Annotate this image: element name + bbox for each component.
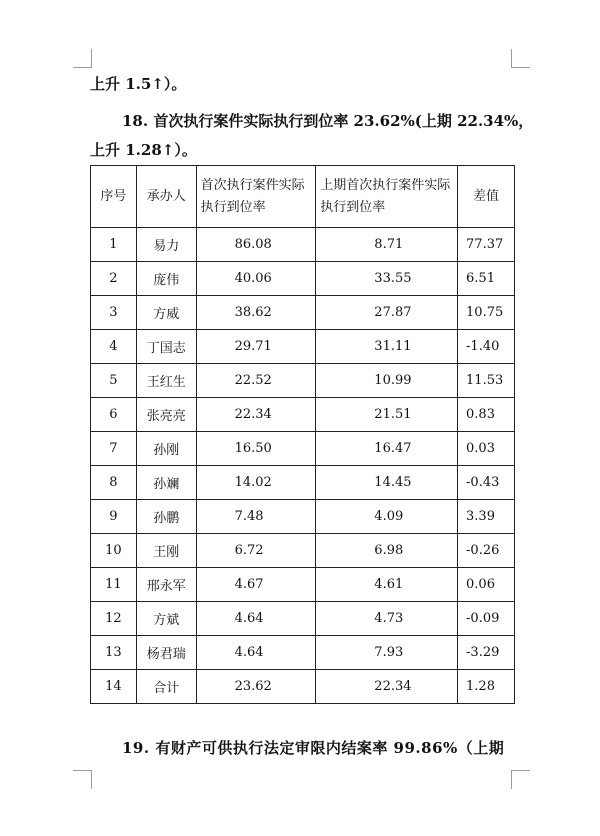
row-previous-rate: 6.98: [316, 534, 458, 568]
row-current-rate: 29.71: [196, 330, 316, 364]
row-index: 7: [91, 432, 137, 466]
table-row: [91, 466, 515, 500]
row-previous-rate: 21.51: [316, 398, 458, 432]
row-current-rate: 6.72: [196, 534, 316, 568]
row-previous-rate: 4.61: [316, 568, 458, 602]
row-previous-rate: 31.11: [316, 330, 458, 364]
table-row: [91, 228, 515, 262]
table-row: [91, 432, 515, 466]
row-handler: 王红生: [136, 364, 196, 398]
row-current-rate: 23.62: [196, 670, 316, 704]
row-current-rate: 40.06: [196, 262, 316, 296]
row-index: 5: [91, 364, 137, 398]
item-18-heading: 18. 首次执行案件实际执行到位率 23.62%(上期 22.34%，: [122, 112, 534, 130]
header-difference: 差值: [458, 166, 515, 228]
row-difference: -3.29: [458, 636, 515, 670]
row-difference: -0.43: [458, 466, 515, 500]
row-difference: 0.03: [458, 432, 515, 466]
row-current-rate: 38.62: [196, 296, 316, 330]
row-handler: 孙鹏: [136, 500, 196, 534]
table-row: [91, 296, 515, 330]
row-previous-rate: 16.47: [316, 432, 458, 466]
row-previous-rate: 22.34: [316, 670, 458, 704]
table-row: [91, 636, 515, 670]
table-row: [91, 670, 515, 704]
row-index: 1: [91, 228, 137, 262]
row-previous-rate: 27.87: [316, 296, 458, 330]
row-difference: 1.28: [458, 670, 515, 704]
row-current-rate: 14.02: [196, 466, 316, 500]
row-handler: 丁国志: [136, 330, 196, 364]
row-difference: 11.53: [458, 364, 515, 398]
row-current-rate: 4.64: [196, 636, 316, 670]
row-difference: 0.06: [458, 568, 515, 602]
row-index: 4: [91, 330, 137, 364]
row-previous-rate: 7.93: [316, 636, 458, 670]
row-current-rate: 16.50: [196, 432, 316, 466]
row-handler: 王刚: [136, 534, 196, 568]
row-index: 9: [91, 500, 137, 534]
table-row: [91, 500, 515, 534]
row-handler: 张亮亮: [136, 398, 196, 432]
row-previous-rate: 33.55: [316, 262, 458, 296]
row-difference: -0.09: [458, 602, 515, 636]
row-index: 11: [91, 568, 137, 602]
row-current-rate: 22.52: [196, 364, 316, 398]
row-current-rate: 86.08: [196, 228, 316, 262]
row-current-rate: 22.34: [196, 398, 316, 432]
header-previous-rate: 上期首次执行案件实际执行到位率: [316, 166, 458, 228]
execution-rate-table: [90, 165, 515, 704]
row-handler: 孙斓: [136, 466, 196, 500]
row-handler: 易力: [136, 228, 196, 262]
row-handler: 邢永军: [136, 568, 196, 602]
item-19-heading: 19. 有财产可供执行法定审限内结案率 99.86%（上期: [122, 739, 505, 757]
crop-mark-bottom-right: [511, 770, 530, 789]
row-difference: 77.37: [458, 228, 515, 262]
row-index: 12: [91, 602, 137, 636]
row-current-rate: 4.64: [196, 602, 316, 636]
crop-mark-top-left: [73, 49, 92, 68]
row-previous-rate: 8.71: [316, 228, 458, 262]
row-current-rate: 7.48: [196, 500, 316, 534]
row-difference: -1.40: [458, 330, 515, 364]
item-18-continuation: 上升 1.28↑）。: [90, 141, 197, 159]
row-previous-rate: 4.73: [316, 602, 458, 636]
header-handler: 承办人: [136, 166, 196, 228]
row-difference: -0.26: [458, 534, 515, 568]
row-difference: 10.75: [458, 296, 515, 330]
table-row: [91, 602, 515, 636]
row-handler: 方斌: [136, 602, 196, 636]
row-index: 2: [91, 262, 137, 296]
row-handler: 杨君瑞: [136, 636, 196, 670]
row-handler: 方威: [136, 296, 196, 330]
row-current-rate: 4.67: [196, 568, 316, 602]
table-header-row: [91, 166, 515, 228]
table-row: [91, 534, 515, 568]
table-row: [91, 568, 515, 602]
row-difference: 3.39: [458, 500, 515, 534]
row-difference: 6.51: [458, 262, 515, 296]
row-index: 14: [91, 670, 137, 704]
crop-mark-top-right: [511, 49, 530, 68]
row-difference: 0.83: [458, 398, 515, 432]
row-index: 13: [91, 636, 137, 670]
paragraph-continuation: 上升 1.5↑）。: [90, 75, 187, 93]
header-current-rate: 首次执行案件实际执行到位率: [196, 166, 316, 228]
row-index: 3: [91, 296, 137, 330]
row-index: 10: [91, 534, 137, 568]
row-index: 8: [91, 466, 137, 500]
row-handler: 庞伟: [136, 262, 196, 296]
table-row: [91, 262, 515, 296]
row-previous-rate: 10.99: [316, 364, 458, 398]
row-index: 6: [91, 398, 137, 432]
row-previous-rate: 14.45: [316, 466, 458, 500]
row-previous-rate: 4.09: [316, 500, 458, 534]
table-row: [91, 364, 515, 398]
crop-mark-bottom-left: [73, 770, 92, 789]
row-handler: 合计: [136, 670, 196, 704]
row-handler: 孙刚: [136, 432, 196, 466]
table-row: [91, 330, 515, 364]
table-row: [91, 398, 515, 432]
header-index: 序号: [91, 166, 137, 228]
